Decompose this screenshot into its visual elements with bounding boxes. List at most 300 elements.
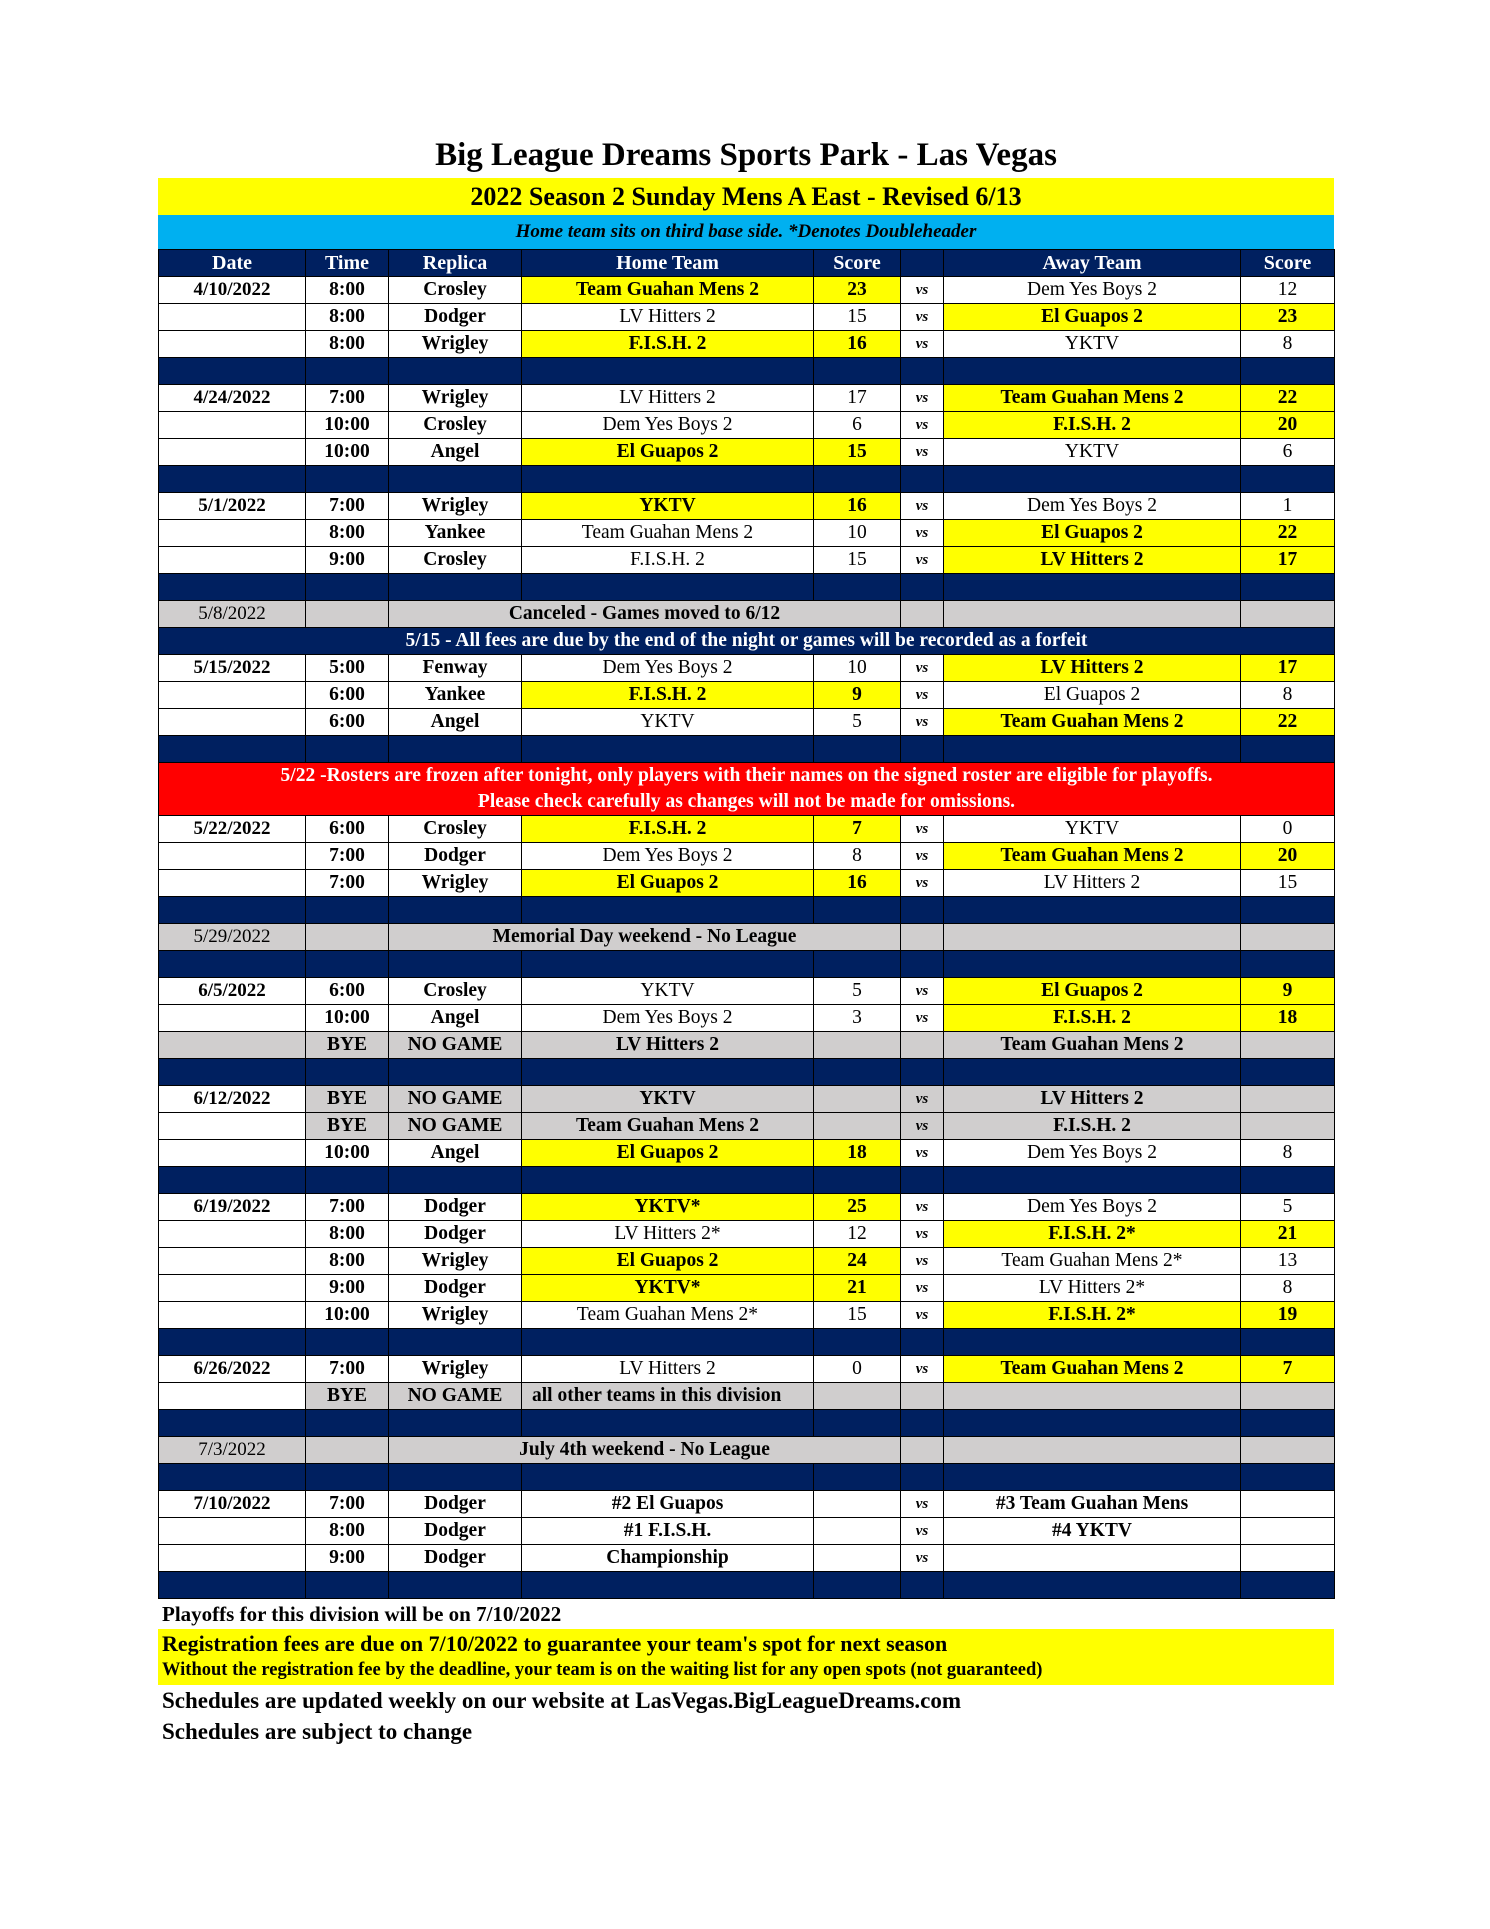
home-score-cell: 21 [814, 1275, 901, 1302]
away-team-cell: LV Hitters 2 [944, 655, 1241, 682]
spacer-cell [1241, 1464, 1335, 1491]
bye-row [159, 1032, 1335, 1059]
date-cell: 5/22/2022 [159, 816, 306, 843]
spacer-cell [944, 951, 1241, 978]
spacer-cell [944, 1167, 1241, 1194]
field-cell: Angel [389, 709, 522, 736]
home-team-cell: #2 El Guapos [522, 1491, 814, 1518]
home-team-cell: all other teams in this division [522, 1383, 814, 1410]
col-header-vs [901, 250, 944, 277]
date-cell: 6/12/2022 [159, 1086, 306, 1113]
time-cell: 10:00 [306, 439, 389, 466]
spacer-cell [901, 1572, 944, 1599]
vs-cell: vs [901, 870, 944, 897]
spacer-cell [814, 736, 901, 763]
field-cell: Wrigley [389, 331, 522, 358]
vs-cell: vs [901, 1518, 944, 1545]
spacer-cell [522, 466, 814, 493]
away-score-cell: 13 [1241, 1248, 1335, 1275]
time-cell [306, 924, 389, 951]
home-score-cell: 3 [814, 1005, 901, 1032]
spacer-cell [159, 466, 306, 493]
date-cell [159, 1140, 306, 1167]
date-cell [159, 1221, 306, 1248]
away-score-cell: 22 [1241, 385, 1335, 412]
spacer-cell [814, 1059, 901, 1086]
game-row [159, 1248, 1335, 1275]
spacer-cell [1241, 358, 1335, 385]
away-score-cell [1241, 1491, 1335, 1518]
home-team-cell: F.I.S.H. 2 [522, 682, 814, 709]
away-team-cell: YKTV [944, 439, 1241, 466]
time-cell: 8:00 [306, 277, 389, 304]
time-cell: 9:00 [306, 547, 389, 574]
spacer-cell [814, 466, 901, 493]
col-header-home-team: Home Team [522, 250, 814, 277]
away-score-cell: 7 [1241, 1356, 1335, 1383]
away-team-cell: LV Hitters 2 [944, 1086, 1241, 1113]
game-row [159, 493, 1335, 520]
spacer-cell [522, 1167, 814, 1194]
vs-cell: vs [901, 1005, 944, 1032]
time-cell: 10:00 [306, 1140, 389, 1167]
date-cell [159, 1032, 306, 1059]
game-row [159, 1545, 1335, 1572]
away-team-cell: Team Guahan Mens 2 [944, 1032, 1241, 1059]
date-cell: 5/1/2022 [159, 493, 306, 520]
vs-cell [901, 1032, 944, 1059]
spacer-row [159, 1410, 1335, 1437]
field-cell: Crosley [389, 816, 522, 843]
home-score-cell: 16 [814, 493, 901, 520]
field-cell: Angel [389, 439, 522, 466]
vs-cell: vs [901, 1302, 944, 1329]
date-cell [159, 1383, 306, 1410]
time-cell: 8:00 [306, 331, 389, 358]
away-team-cell: Dem Yes Boys 2 [944, 1194, 1241, 1221]
col-header-time: Time [306, 250, 389, 277]
home-team-cell: Team Guahan Mens 2 [522, 277, 814, 304]
away-team-cell: Team Guahan Mens 2 [944, 709, 1241, 736]
spacer-cell [944, 574, 1241, 601]
schedule-table [158, 249, 1335, 1599]
field-cell: NO GAME [389, 1086, 522, 1113]
home-team-cell: F.I.S.H. 2 [522, 331, 814, 358]
game-row [159, 520, 1335, 547]
registration-note: Registration fees are due on 7/10/2022 to guarantee your team's spot for next season [158, 1629, 1334, 1659]
date-cell [159, 1302, 306, 1329]
date-cell [159, 870, 306, 897]
home-team-cell: YKTV [522, 1086, 814, 1113]
vs-cell: vs [901, 682, 944, 709]
spacer-cell [159, 736, 306, 763]
home-score-cell: 6 [814, 412, 901, 439]
field-cell: Fenway [389, 655, 522, 682]
away-team-cell: El Guapos 2 [944, 682, 1241, 709]
home-team-cell: El Guapos 2 [522, 1140, 814, 1167]
time-cell: 6:00 [306, 682, 389, 709]
spacer-row [159, 951, 1335, 978]
home-score-cell: 24 [814, 1248, 901, 1275]
spacer-cell [159, 1167, 306, 1194]
home-team-cell: LV Hitters 2 [522, 304, 814, 331]
time-cell: 10:00 [306, 1005, 389, 1032]
spacer-cell [389, 897, 522, 924]
spacer-cell [306, 1410, 389, 1437]
vs-cell [901, 601, 944, 628]
col-header-date: Date [159, 250, 306, 277]
away-score-cell: 20 [1241, 843, 1335, 870]
spacer-cell [1241, 951, 1335, 978]
spacer-cell [159, 1059, 306, 1086]
fees-notice-text: 5/15 - All fees are due by the end of the night or games will be recorded as a forfeit [159, 628, 1335, 655]
field-cell: Crosley [389, 277, 522, 304]
spacer-cell [306, 1167, 389, 1194]
home-team-cell: LV Hitters 2* [522, 1221, 814, 1248]
date-cell [159, 331, 306, 358]
home-score-cell: 15 [814, 547, 901, 574]
away-score-cell: 15 [1241, 870, 1335, 897]
spacer-cell [389, 574, 522, 601]
home-score-cell [814, 1545, 901, 1572]
away-team-cell: YKTV [944, 331, 1241, 358]
field-cell: NO GAME [389, 1113, 522, 1140]
spacer-cell [814, 358, 901, 385]
time-cell: 7:00 [306, 1194, 389, 1221]
spacer-cell [306, 466, 389, 493]
date-cell [159, 682, 306, 709]
field-cell: Dodger [389, 304, 522, 331]
away-team-cell: El Guapos 2 [944, 304, 1241, 331]
field-cell: Angel [389, 1140, 522, 1167]
date-cell: 6/19/2022 [159, 1194, 306, 1221]
spacer-row [159, 1464, 1335, 1491]
spacer-cell [389, 1410, 522, 1437]
vs-cell: vs [901, 493, 944, 520]
time-cell: 10:00 [306, 1302, 389, 1329]
field-cell: Crosley [389, 412, 522, 439]
field-cell: Yankee [389, 682, 522, 709]
away-team-cell: Team Guahan Mens 2 [944, 843, 1241, 870]
spacer-cell [306, 1572, 389, 1599]
spacer-cell [306, 574, 389, 601]
home-score-cell [814, 1032, 901, 1059]
home-score-cell: 0 [814, 1356, 901, 1383]
vs-cell: vs [901, 520, 944, 547]
game-row [159, 709, 1335, 736]
date-cell [159, 709, 306, 736]
away-team-cell: LV Hitters 2 [944, 547, 1241, 574]
date-cell: 7/3/2022 [159, 1437, 306, 1464]
date-cell [159, 1275, 306, 1302]
field-cell: Crosley [389, 978, 522, 1005]
away-team-cell: #3 Team Guahan Mens [944, 1491, 1241, 1518]
spacer-cell [159, 358, 306, 385]
date-cell: 4/10/2022 [159, 277, 306, 304]
bye-row [159, 1086, 1335, 1113]
no-games-text: Canceled - Games moved to 6/12 [389, 601, 901, 628]
date-cell [159, 547, 306, 574]
no-games-row [159, 1437, 1335, 1464]
away-score-cell [1241, 1518, 1335, 1545]
home-score-cell [814, 1113, 901, 1140]
time-cell: 6:00 [306, 709, 389, 736]
spacer-cell [522, 358, 814, 385]
home-score-cell: 12 [814, 1221, 901, 1248]
home-team-cell: Dem Yes Boys 2 [522, 843, 814, 870]
spacer-cell [159, 1329, 306, 1356]
game-row [159, 978, 1335, 1005]
spacer-cell [901, 466, 944, 493]
away-score-cell: 6 [1241, 439, 1335, 466]
home-score-cell: 5 [814, 978, 901, 1005]
field-cell: Dodger [389, 1221, 522, 1248]
date-cell: 5/29/2022 [159, 924, 306, 951]
spacer-cell [901, 574, 944, 601]
game-row [159, 870, 1335, 897]
time-cell: 7:00 [306, 1491, 389, 1518]
spacer-cell [522, 1572, 814, 1599]
vs-cell: vs [901, 816, 944, 843]
vs-cell: vs [901, 547, 944, 574]
game-row [159, 1005, 1335, 1032]
game-row [159, 1491, 1335, 1518]
home-team-cell: YKTV [522, 709, 814, 736]
date-cell [159, 1248, 306, 1275]
spacer-cell [306, 358, 389, 385]
home-score-cell: 15 [814, 304, 901, 331]
spacer-cell [944, 1329, 1241, 1356]
home-team-cell: Dem Yes Boys 2 [522, 1005, 814, 1032]
vs-cell: vs [901, 1491, 944, 1518]
spacer-cell [159, 1464, 306, 1491]
time-cell: 6:00 [306, 816, 389, 843]
spacer-cell [944, 1059, 1241, 1086]
home-team-cell: Dem Yes Boys 2 [522, 412, 814, 439]
roster-notice-line-2: Please check carefully as changes will not be made for omissions. [477, 791, 1016, 812]
no-games-text: Memorial Day weekend - No League [389, 924, 901, 951]
spacer-cell [522, 1410, 814, 1437]
home-team-cell: El Guapos 2 [522, 870, 814, 897]
home-score-cell: 10 [814, 655, 901, 682]
no-games-row [159, 924, 1335, 951]
spacer-cell [901, 951, 944, 978]
time-cell: 7:00 [306, 493, 389, 520]
home-score-cell: 9 [814, 682, 901, 709]
spacer-cell [159, 574, 306, 601]
away-team-cell: El Guapos 2 [944, 978, 1241, 1005]
spacer-row [159, 1572, 1335, 1599]
spacer-cell [901, 1329, 944, 1356]
schedule-body [159, 250, 1335, 1599]
spacer-cell [389, 1167, 522, 1194]
vs-cell: vs [901, 439, 944, 466]
game-row [159, 1356, 1335, 1383]
spacer-cell [522, 1464, 814, 1491]
date-cell [159, 1518, 306, 1545]
away-team-cell: F.I.S.H. 2 [944, 412, 1241, 439]
time-cell: 8:00 [306, 1221, 389, 1248]
spacer-cell [901, 358, 944, 385]
spacer-cell [1241, 466, 1335, 493]
home-team-cell: #1 F.I.S.H. [522, 1518, 814, 1545]
away-score-cell: 8 [1241, 331, 1335, 358]
field-cell: NO GAME [389, 1383, 522, 1410]
away-score-cell: 8 [1241, 1275, 1335, 1302]
spacer-cell [1241, 1059, 1335, 1086]
away-team-cell: LV Hitters 2* [944, 1275, 1241, 1302]
game-row [159, 1221, 1335, 1248]
spacer-cell [389, 1059, 522, 1086]
away-score-cell: 17 [1241, 547, 1335, 574]
vs-cell: vs [901, 1248, 944, 1275]
home-team-cell: LV Hitters 2 [522, 1032, 814, 1059]
away-team-cell: #4 YKTV [944, 1518, 1241, 1545]
spacer-cell [901, 897, 944, 924]
time-cell: 7:00 [306, 1356, 389, 1383]
home-score-cell: 7 [814, 816, 901, 843]
spacer-cell [1241, 1572, 1335, 1599]
home-score-cell: 5 [814, 709, 901, 736]
time-cell: 8:00 [306, 1248, 389, 1275]
home-score-cell: 18 [814, 1140, 901, 1167]
roster-notice-cell [159, 763, 1335, 816]
time-cell: 10:00 [306, 412, 389, 439]
spacer-row [159, 466, 1335, 493]
date-cell: 5/15/2022 [159, 655, 306, 682]
spacer-row [159, 1059, 1335, 1086]
time-cell: 7:00 [306, 385, 389, 412]
home-score-cell: 23 [814, 277, 901, 304]
bye-row [159, 1383, 1335, 1410]
spacer-cell [522, 897, 814, 924]
home-team-cell: Team Guahan Mens 2 [522, 1113, 814, 1140]
field-cell: Dodger [389, 1194, 522, 1221]
home-team-cell: Team Guahan Mens 2 [522, 520, 814, 547]
game-row [159, 1275, 1335, 1302]
spacer-cell [389, 1572, 522, 1599]
vs-cell: vs [901, 843, 944, 870]
spacer-cell [159, 951, 306, 978]
spacer-cell [522, 736, 814, 763]
away-score-cell [1241, 1086, 1335, 1113]
spacer-cell [944, 897, 1241, 924]
spacer-row [159, 574, 1335, 601]
vs-cell: vs [901, 412, 944, 439]
field-cell: Wrigley [389, 493, 522, 520]
away-team-cell [944, 1545, 1241, 1572]
away-team-cell [944, 1437, 1241, 1464]
away-score-cell: 12 [1241, 277, 1335, 304]
game-row [159, 304, 1335, 331]
time-cell: 8:00 [306, 1518, 389, 1545]
spacer-cell [306, 1464, 389, 1491]
game-row [159, 816, 1335, 843]
spacer-row [159, 1329, 1335, 1356]
spacer-cell [159, 1410, 306, 1437]
game-row [159, 1140, 1335, 1167]
spacer-cell [944, 1572, 1241, 1599]
date-cell: 7/10/2022 [159, 1491, 306, 1518]
spacer-cell [1241, 1410, 1335, 1437]
game-row [159, 331, 1335, 358]
spacer-cell [1241, 1329, 1335, 1356]
away-score-cell: 9 [1241, 978, 1335, 1005]
page-title: Big League Dreams Sports Park - Las Vegas [435, 137, 1057, 173]
time-cell: BYE [306, 1113, 389, 1140]
away-score-cell: 20 [1241, 412, 1335, 439]
spacer-cell [901, 736, 944, 763]
date-cell [159, 520, 306, 547]
time-cell: 5:00 [306, 655, 389, 682]
spacer-cell [814, 1329, 901, 1356]
spacer-cell [814, 1167, 901, 1194]
spacer-cell [944, 736, 1241, 763]
col-header-away-score: Score [1241, 250, 1335, 277]
time-cell: BYE [306, 1032, 389, 1059]
table-header-row [159, 250, 1335, 277]
away-team-cell: Dem Yes Boys 2 [944, 1140, 1241, 1167]
field-cell: Crosley [389, 547, 522, 574]
field-cell: Wrigley [389, 385, 522, 412]
spacer-cell [814, 1464, 901, 1491]
no-games-row [159, 601, 1335, 628]
home-team-cell: F.I.S.H. 2 [522, 816, 814, 843]
vs-cell: vs [901, 331, 944, 358]
spacer-cell [944, 358, 1241, 385]
game-row [159, 385, 1335, 412]
field-cell: Wrigley [389, 1248, 522, 1275]
away-score-cell: 8 [1241, 682, 1335, 709]
vs-cell: vs [901, 1113, 944, 1140]
vs-cell: vs [901, 1194, 944, 1221]
vs-cell: vs [901, 1356, 944, 1383]
away-score-cell [1241, 924, 1335, 951]
time-cell: 6:00 [306, 978, 389, 1005]
spacer-cell [306, 736, 389, 763]
vs-cell: vs [901, 655, 944, 682]
col-header-home-score: Score [814, 250, 901, 277]
spacer-cell [522, 574, 814, 601]
game-row [159, 1194, 1335, 1221]
spacer-cell [1241, 897, 1335, 924]
date-cell: 4/24/2022 [159, 385, 306, 412]
spacer-cell [944, 466, 1241, 493]
col-header-away-team: Away Team [944, 250, 1241, 277]
spacer-cell [389, 736, 522, 763]
spacer-cell [522, 951, 814, 978]
subject-to-change-note: Schedules are subject to change [162, 1719, 473, 1744]
game-row [159, 412, 1335, 439]
away-team-cell [944, 1383, 1241, 1410]
date-cell [159, 843, 306, 870]
home-team-cell: YKTV [522, 493, 814, 520]
date-cell: 6/5/2022 [159, 978, 306, 1005]
away-score-cell: 21 [1241, 1221, 1335, 1248]
away-team-cell: F.I.S.H. 2* [944, 1302, 1241, 1329]
website-note: Schedules are updated weekly on our website at LasVegas.BigLeagueDreams.com [162, 1688, 962, 1713]
game-row [159, 1518, 1335, 1545]
away-score-cell: 23 [1241, 304, 1335, 331]
home-score-cell: 15 [814, 1302, 901, 1329]
spacer-cell [814, 897, 901, 924]
schedule-document [158, 132, 1334, 1747]
date-cell [159, 304, 306, 331]
time-cell: 7:00 [306, 870, 389, 897]
vs-cell [901, 1437, 944, 1464]
spacer-cell [306, 951, 389, 978]
col-header-replica: Replica [389, 250, 522, 277]
